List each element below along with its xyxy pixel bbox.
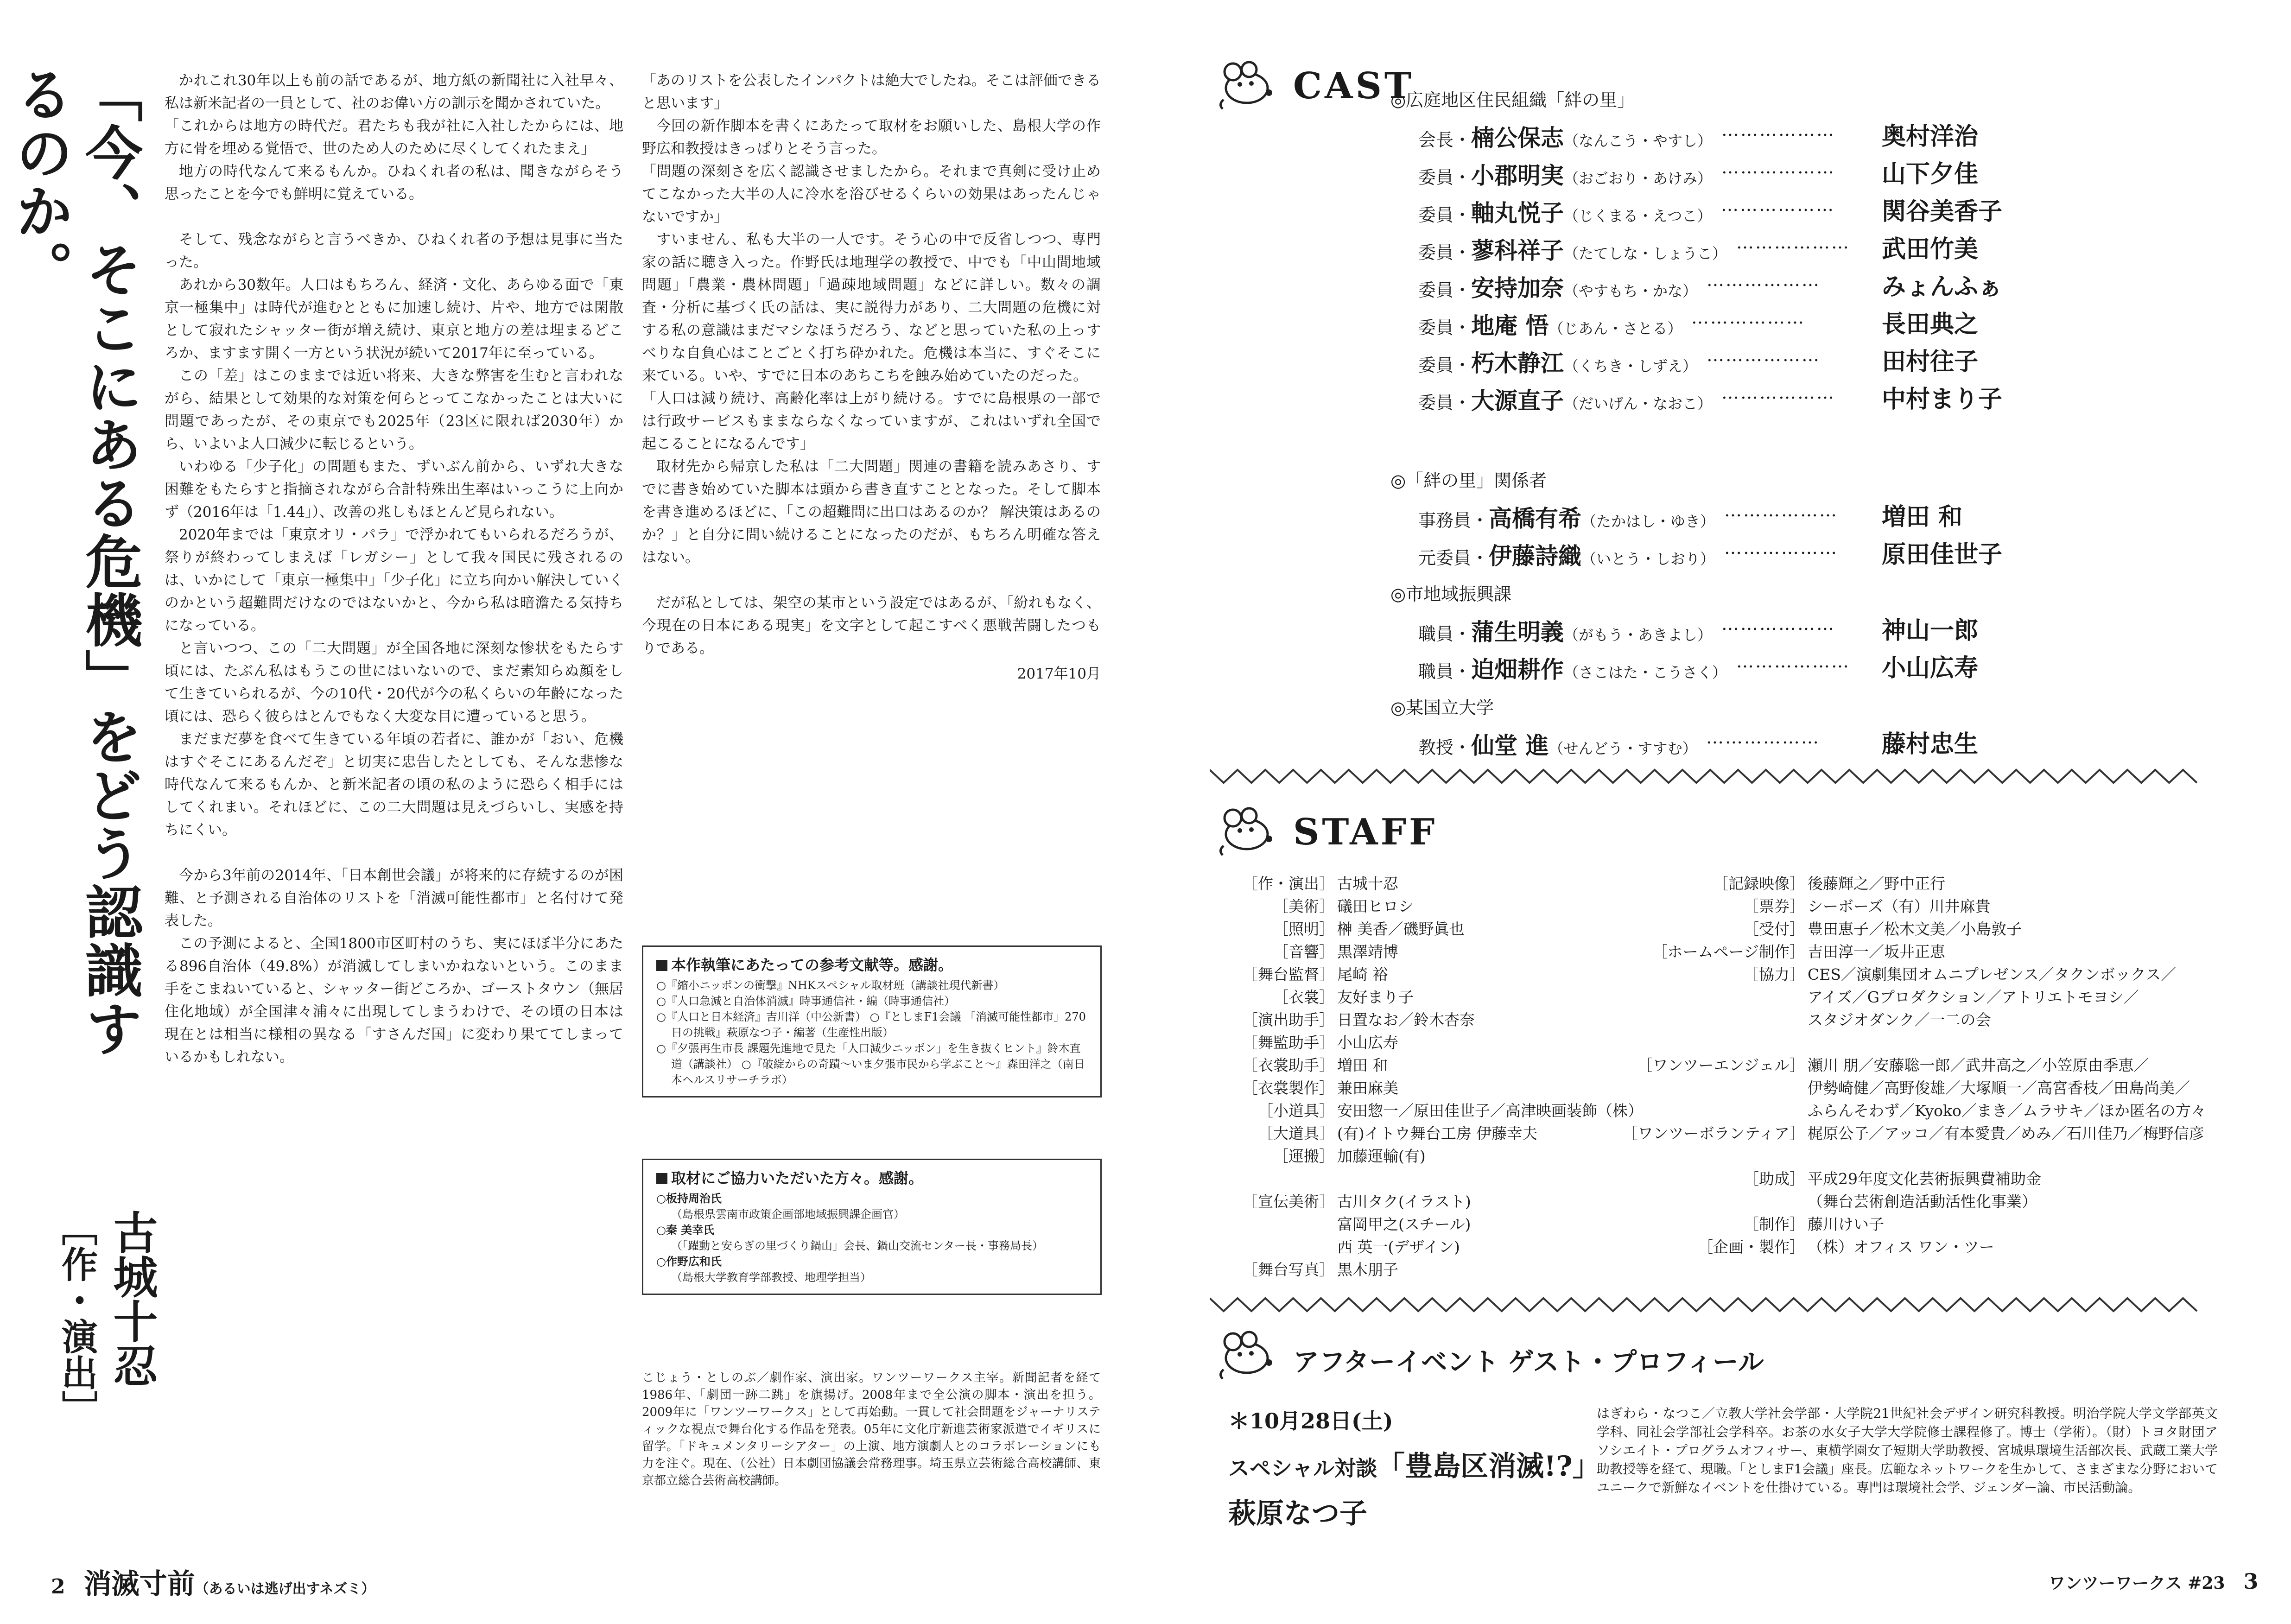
cast-character-name: 仙堂 進	[1471, 732, 1549, 759]
staff-name: 平成29年度文化芸術振興費補助金	[1808, 1170, 2041, 1188]
staff-role-label: ［制作］	[1744, 1215, 1805, 1233]
staff-row	[1258, 1122, 1643, 1145]
staff-row	[1622, 1122, 2206, 1145]
cast-character-reading: （おごおり・あけみ）	[1564, 170, 1713, 187]
staff-role-label: ［衣裳助手］	[1243, 1056, 1334, 1074]
staff-name: 後藤輝之／野中正行	[1808, 875, 1945, 893]
staff-name: 富岡甲之(スチール)	[1337, 1215, 1471, 1233]
thanks-box	[642, 1159, 1102, 1295]
reference-item: ○『人口と日本経済』吉川洋（中公新書） ○『としまF1会議 「消滅可能性都市」270日の挑戦』萩原なつ子・編著（生産性出版）	[656, 1010, 1086, 1039]
staff-name: 西 英一(デザイン)	[1337, 1238, 1460, 1256]
staff-row	[1258, 1099, 1643, 1122]
essay-paragraph: 「問題の深刻さを広く認識させましたから。それまで真剣に受け止めてこなかった大半の人に冷水を浴びせるくらいの効果はあったんじゃないですか」	[642, 163, 1101, 225]
cast-actor: 関谷美香子	[1882, 197, 2003, 226]
staff-name: 礒田ヒロシ	[1337, 897, 1414, 915]
staff-row	[1652, 940, 2206, 963]
essay-paragraph: いわゆる「少子化」の問題もまた、ずいぶん前から、いずれ大きな困難をもたらすと指摘されながら合計特殊出生率はいっこうに上向かず（2016年は「1.44」）、改善の兆しもほとんど見られない。	[165, 458, 623, 520]
cast-character-name: 伊藤詩織	[1489, 542, 1582, 570]
essay-paragraph: と言いつつ、この「二大問題」が全国各地に深刻な惨状をもたらす頃には、たぶん私はもうこの世にはいないので、まだ素知らぬ顔をして生きていられるが、今の10代・20代が今の私くらいの年齢になった頃には、恐らく彼らはとんでもなく大変な目に遭っていると思う。	[165, 640, 623, 725]
leader-dots: ………………	[1721, 120, 1835, 140]
essay-paragraph: 「これからは地方の時代だ。君たちも我が社に入社したからには、地方に骨を埋める覚悟で、世のため人のために尽くしてくれたまえ」	[165, 118, 623, 157]
cast-row	[1418, 345, 2160, 382]
cast-actor: 藤村忠生	[1882, 730, 1979, 758]
staff-role-label: ［協力］	[1744, 965, 1805, 983]
essay-paragraph: 今から3年前の2014年、「日本創世会議」が将来的に存続するのが困難、と予測される自治体のリストを「消滅可能性都市」と名付けて発表した。	[165, 867, 623, 929]
staff-name: 豊田恵子／松木文美／小島敦子	[1808, 920, 2022, 938]
staff-role-label: ［受付］	[1744, 920, 1805, 938]
staff-row	[1337, 1236, 1643, 1258]
star-icon: ＊	[1228, 1408, 1250, 1434]
leader-dots: ………………	[1736, 232, 1850, 253]
essay-paragraph: 2020年までは「東京オリ・パラ」で浮かれてもいられるだろうが、祭りが終わってしまえば「レガシー」として我々国民に残されるのは、いかにして「東京一極集中」「少子化」に立ち向かい解決していくのかという超難問だけなのではないかと、今から私は暗澹たる気持ちになっている。	[165, 527, 623, 634]
staff-row	[1273, 986, 1643, 1009]
cast-character-name: 安持加奈	[1471, 274, 1564, 302]
staff-row	[1744, 918, 2206, 940]
staff-role-label: ［衣裳］	[1273, 988, 1334, 1006]
essay-paragraph: この予測によると、全国1800市区町村のうち、実にほぼ半分にあたる896自治体（49.8%）が消滅してしまいかねないという。このまま手をこまねいていると、シャッター街どころか、ゴーストタウン（無居住化地域）が全国津々浦々に出現してしまうわけで、その頃の日本は現在とは相当に様相の異なる「すさんだ国」に変わり果ててしまっているかもしれない。	[165, 935, 623, 1066]
play-subtitle: （あるいは逃げ出すネズミ）	[195, 1581, 375, 1597]
staff-row	[1243, 1054, 1643, 1077]
staff-role-label: ［企画・製作］	[1698, 1238, 1805, 1256]
cast-character-reading: （やすもち・かな）	[1564, 282, 1698, 300]
cast-character-reading: （じあん・さとる）	[1548, 320, 1682, 337]
cast-actor: 増田 和	[1882, 503, 1963, 531]
cast-list	[1390, 86, 2160, 765]
staff-row	[1808, 1099, 2206, 1122]
cast-group-title: ◎市地域振興課	[1390, 584, 1512, 604]
staff-role-label: ［ホームページ制作］	[1652, 943, 1805, 961]
after-event-info	[1228, 1404, 1600, 1531]
leader-dots: ………………	[1721, 157, 1835, 178]
cast-character-name: 地庵 悟	[1471, 312, 1549, 339]
cast-row	[1418, 307, 2160, 345]
staff-name: 増田 和	[1337, 1056, 1388, 1074]
staff-name: 黒澤靖博	[1337, 943, 1398, 961]
staff-name: 古川タク(イラスト)	[1337, 1193, 1471, 1211]
staff-role-label: ［作・演出］	[1243, 875, 1334, 893]
staff-name: 尾崎 裕	[1337, 965, 1388, 983]
staff-row	[1337, 1213, 1643, 1236]
staff-name: 瀬川 朋／安藤聡一郎／武井高之／小笠原由季恵／	[1808, 1056, 2149, 1074]
cast-row	[1418, 195, 2160, 232]
staff-role-label: ［票券］	[1744, 897, 1805, 915]
cast-character-reading: （たてしな・しょうこ）	[1564, 245, 1727, 262]
cast-actor: 武田竹美	[1882, 235, 1979, 263]
staff-name: （株）オフィス ワン・ツー	[1808, 1238, 1994, 1256]
zigzag-divider	[1210, 1295, 2206, 1314]
staff-name: 黒木朋子	[1337, 1261, 1398, 1279]
staff-name: (有)イトウ舞台工房 伊藤幸夫	[1337, 1124, 1538, 1142]
thanks-person-name: ○板持周治氏	[656, 1192, 722, 1205]
cast-character-name: 蓼科祥子	[1471, 237, 1564, 264]
staff-role-label: ［衣裳製作］	[1243, 1079, 1334, 1097]
staff-role-label: ［助成］	[1744, 1170, 1805, 1188]
cast-character-name: 高橋有希	[1489, 505, 1582, 532]
essay-paragraph: まだまだ夢を食べて生きている年頃の若者に、誰かが「おい、危機はすぐそこにあるんだぞ」と切実に忠告したとしても、そんな悲惨な時代なんて来るもんか、と新米記者の頃の私のように恐らく相手にはしてくれまい。それほどに、この二大問題は見えづらいし、実感を持ちにくい。	[165, 731, 623, 838]
staff-row	[1713, 872, 2206, 895]
leader-dots: ………………	[1736, 651, 1850, 672]
page-number-left: 2	[51, 1575, 65, 1599]
staff-row	[1808, 1145, 2206, 1167]
cast-row	[1418, 382, 2160, 420]
cast-role: 事務員・	[1418, 510, 1489, 531]
series-number: ワンツーワークス #23	[2049, 1573, 2225, 1593]
staff-row	[1243, 1009, 1643, 1031]
staff-row	[1243, 1031, 1643, 1054]
leader-dots: ………………	[1721, 614, 1835, 634]
leader-dots: ………………	[1724, 538, 1838, 558]
staff-name: 小山広寿	[1337, 1034, 1398, 1052]
staff-row	[1243, 1190, 1643, 1213]
cast-row	[1418, 270, 2160, 307]
cast-role: 会長・	[1418, 130, 1472, 150]
staff-role-label: ［ワンツーボランティア］	[1622, 1124, 1805, 1142]
staff-role-label: ［音響］	[1273, 943, 1334, 961]
page-number-right: 3	[2243, 1569, 2259, 1594]
cast-role: 元委員・	[1418, 548, 1489, 568]
staff-name: 加藤運輸(有)	[1337, 1147, 1426, 1165]
cast-role: 委員・	[1418, 205, 1472, 225]
staff-name: 榊 美香／磯野眞也	[1337, 920, 1465, 938]
square-bullet-icon	[656, 1173, 667, 1184]
mouse-icon	[1214, 802, 1284, 857]
cast-row	[1418, 727, 2160, 765]
cast-character-name: 小郡明実	[1471, 162, 1564, 189]
thanks-heading: 取材にご協力いただいた方々。感謝。	[656, 1170, 1087, 1186]
staff-name: 安田惣一／原田佳世子／高津映画装飾（株）	[1337, 1102, 1643, 1120]
cast-character-name: 楠公保志	[1471, 124, 1564, 152]
author-bio: こじょう・としのぶ／劇作家、演出家。ワンツーワークス主宰。新聞記者を経て1986年、「劇団一跡二跳」を旗揚げ。2008年まで全公演の脚本・演出を担う。2009年に「ワンツーワークス」として再始動。一貫して社会問題をジャーナリスティックな視点で舞台化する作品を発表。05年に文化庁新進芸術家派遣でイギリスに留学。「ドキュメンタリーシアター」の上演、地方演劇人とのコラボレーションにも力を注ぐ。現在、（公社）日本劇団協議会常務理事。埼玉県立芸術総合高校講師、東京都立総合芸術高校講師。	[642, 1371, 1101, 1488]
staff-row	[1637, 1054, 2206, 1077]
staff-name: （舞台芸術創造活動活性化事業）	[1808, 1193, 2037, 1211]
cast-row	[1418, 614, 2160, 651]
leader-dots: ………………	[1707, 270, 1821, 290]
play-title: 消滅寸前	[83, 1568, 195, 1600]
cast-actor: 長田典之	[1882, 310, 1979, 338]
cast-role: 委員・	[1418, 317, 1472, 338]
leader-dots: ………………	[1721, 382, 1835, 403]
staff-row	[1744, 1213, 2206, 1236]
staff-row	[1273, 895, 1643, 918]
essay-column-1	[165, 70, 623, 1069]
leader-dots: ………………	[1691, 307, 1805, 328]
staff-name: 兼田麻美	[1337, 1079, 1398, 1097]
staff-role-label: ［運搬］	[1273, 1147, 1334, 1165]
staff-row	[1808, 1009, 2206, 1031]
cast-row	[1418, 500, 2160, 538]
staff-row	[1273, 1145, 1643, 1167]
guest-name: 萩原なつ子	[1228, 1497, 1367, 1530]
thanks-person-note: （島根県雲南市政策企画部地域振興課企画官）	[671, 1208, 905, 1221]
leader-dots: ………………	[1707, 345, 1821, 365]
staff-role-label: ［演出助手］	[1243, 1011, 1334, 1029]
staff-role-label: ［舞監助手］	[1243, 1034, 1334, 1052]
cast-actor: 奥村洋治	[1882, 122, 1979, 151]
staff-name: 伊勢崎健／高野俊雄／大塚順一／高宮香枝／田島尚美／	[1808, 1079, 2190, 1097]
cast-character-name: 迫畑耕作	[1471, 656, 1564, 683]
cast-actor: 神山一郎	[1882, 616, 1979, 645]
cast-role: 教授・	[1418, 737, 1472, 758]
essay-paragraph: すいません、私も大半の一人です。そう心の中で反省しつつ、専門家の話に聴き入った。作野氏は地理学の教授で、中でも「中山間地域問題」「農業・農林問題」「過疎地域問題」などに詳しい。数々の調査・分析に基づく氏の話は、実に説得力があり、二大問題の危機に対する私の意識はまだマシなほうだろう、などと思っていた私の上っすべりな自負心はことごとく打ち砕かれた。危機は本当に、すぐそこに来ている。いや、すでに日本のあちこちを蝕み始めていたのだった。	[642, 231, 1101, 384]
cast-row	[1418, 538, 2160, 575]
cast-character-reading: （さこはた・こうさく）	[1564, 664, 1727, 681]
thanks-person-name: ○秦 美幸氏	[656, 1223, 715, 1237]
staff-row	[1744, 1167, 2206, 1190]
essay-paragraph: かれこれ30年以上も前の話であるが、地方紙の新聞社に入社早々、私は新米記者の一員として、社のお偉い方の訓示を聞かされていた。	[165, 72, 623, 112]
cast-character-reading: （いとう・しおり）	[1581, 550, 1715, 568]
zigzag-divider	[1210, 767, 2206, 786]
cast-row	[1418, 232, 2160, 270]
staff-row	[1808, 1031, 2206, 1054]
staff-name: CES／演劇集団オムニプレゼンス／タクンボックス／	[1808, 965, 2177, 983]
right-footer	[2049, 1569, 2258, 1594]
staff-row	[1698, 1236, 2206, 1258]
event-date: 10月28日(土)	[1250, 1408, 1393, 1434]
essay-paragraph: そして、残念ながらと言うべきか、ひねくれ者の予想は見事に当たった。	[165, 231, 623, 271]
staff-name: 古城十忍	[1337, 875, 1398, 893]
cast-character-reading: （せんどう・すすむ）	[1548, 740, 1697, 757]
essay-paragraph: あれから30数年。人口はもちろん、経済・文化、あらゆる面で「東京一極集中」は時代が進むとともに加速し続け、片や、地方では閑散として寂れたシャッター街が増え続け、東京と地方の差は埋まるどころか、ますます開く一方という状況が続いて2017年に至っている。	[165, 277, 623, 362]
essay-column-2	[642, 70, 1101, 685]
essay-paragraph: 「あのリストを公表したインパクトは絶大でしたね。そこは評価できると思います」	[642, 72, 1101, 112]
staff-heading: STAFF	[1293, 811, 1438, 853]
vertical-title: 「今、そこにある危機」をどう認識するのか。	[6, 65, 143, 1058]
staff-list-right	[1622, 872, 2206, 1258]
guest-bio: はぎわら・なつこ／立教大学社会学部・大学院21世紀社会デザイン研究科教授。明治学院大学文学部英文学科、同社会学部社会学科卒。お茶の水女子大学大学院修士課程修了。博士（学術）。（財）トヨタ財団アソシエイト・プログラムオフィサー、東横学園女子短期大学助教授、宮城県環境生活部次長、武蔵工業大学助教授等を経て、現職。「としまF1会議」座長。広範なネットワークを生かして、さまざまな分野においてユニークで新鮮なイベントを仕掛けている。専門は環境社会学、ジェンダー論、市民活動論。	[1597, 1406, 2218, 1495]
cast-group-title: ◎「絆の里」関係者	[1390, 470, 1547, 491]
cast-character-reading: （なんこう・やすし）	[1564, 132, 1713, 150]
cast-role: 職員・	[1418, 661, 1472, 682]
essay-paragraph: 「人口は減り続け、高齢化率は上がり続ける。すでに島根県の一部では行政サービスもままならなくなっていますが、これはいずれ全国で起こることになるんです」	[642, 390, 1101, 452]
thanks-person-note: （「躍動と安らぎの里づくり鍋山」会長、鍋山交流センター長・事務局長）	[671, 1239, 1044, 1252]
staff-row	[1808, 1190, 2206, 1213]
cast-character-name: 大源直子	[1471, 387, 1564, 414]
talk-title: 「豊島区消滅!?」	[1377, 1450, 1600, 1483]
staff-row	[1808, 1077, 2206, 1099]
staff-name: 友好まり子	[1337, 988, 1414, 1006]
staff-row	[1273, 940, 1643, 963]
cast-character-reading: （くちき・しずえ）	[1564, 357, 1698, 375]
essay-paragraph: この「差」はこのままでは近い将来、大きな弊害を生むと言われながら、結果として効果的な対策を何らとってこなかったことは大いに問題であったが、その東京でも2025年（23区に限れば2030年）から、いよいよ人口減少に転じるという。	[165, 368, 623, 452]
cast-role: 委員・	[1418, 280, 1472, 300]
cast-role: 委員・	[1418, 393, 1472, 413]
leader-dots: ………………	[1724, 500, 1838, 520]
references-list	[656, 977, 1087, 1088]
essay-paragraph: 2017年10月	[1017, 666, 1101, 682]
thanks-person-name: ○作野広和氏	[656, 1255, 722, 1268]
talk-prefix: スペシャル対談	[1228, 1456, 1377, 1481]
staff-row	[1243, 1077, 1643, 1099]
mouse-icon	[1214, 56, 1284, 111]
staff-name: ふらんそわず／Kyoko／まき／ムラサキ／ほか匿名の方々	[1808, 1102, 2206, 1120]
staff-name: 日置なお／鈴木杏奈	[1337, 1011, 1475, 1029]
cast-row	[1418, 651, 2160, 689]
staff-role-label: ［美術］	[1273, 897, 1334, 915]
cast-group-title: ◎某国立大学	[1390, 698, 1494, 718]
cast-actor: 山下夕佳	[1882, 160, 1979, 188]
cast-actor: 小山広寿	[1882, 654, 1979, 682]
after-event-heading: アフターイベント ゲスト・プロフィール	[1293, 1347, 1764, 1377]
cast-row	[1418, 120, 2160, 157]
left-footer	[51, 1562, 375, 1602]
cast-actor: 田村往子	[1882, 348, 1979, 376]
staff-role-label: ［小道具］	[1258, 1102, 1334, 1120]
cast-actor: みょんふぁ	[1882, 273, 2003, 301]
cast-character-reading: （がもう・あきよし）	[1564, 626, 1713, 644]
cast-group-title: ◎広庭地区住民組織「絆の里」	[1390, 90, 1635, 110]
cast-role: 委員・	[1418, 167, 1472, 188]
staff-role-label: ［宣伝美術］	[1243, 1193, 1334, 1211]
staff-row	[1273, 918, 1643, 940]
leader-dots: ………………	[1721, 195, 1835, 215]
staff-row	[1808, 986, 2206, 1009]
staff-role-label: ［ワンツーエンジェル］	[1637, 1056, 1805, 1074]
staff-name: アイズ／Gプロダクション／アトリエトモヨシ／	[1808, 988, 2139, 1006]
staff-role-label: ［舞台写真］	[1243, 1261, 1334, 1279]
staff-role-label: ［記録映像］	[1713, 875, 1805, 893]
author-byline	[56, 1210, 160, 1562]
references-box	[642, 945, 1102, 1097]
staff-role-label: ［舞台監督］	[1243, 965, 1334, 983]
cast-role: 委員・	[1418, 242, 1472, 263]
staff-role-label: ［照明］	[1273, 920, 1334, 938]
references-heading: 本作執筆にあたっての参考文献等。感謝。	[656, 957, 1087, 973]
essay-paragraph: 今回の新作脚本を書くにあたって取材をお願いした、島根大学の作野広和教授はきっぱりとそう言った。	[642, 118, 1101, 157]
reference-item: ○『人口急減と自治体消滅』時事通信社・編（時事通信社）	[656, 995, 955, 1008]
staff-name: シーボーズ（有）川井麻貴	[1808, 897, 1991, 915]
square-bullet-icon	[656, 960, 667, 971]
cast-role: 委員・	[1418, 355, 1472, 375]
cast-heading: CAST	[1293, 65, 1414, 107]
cast-character-name: 蒲生明義	[1471, 618, 1564, 646]
staff-row	[1337, 1167, 1643, 1190]
staff-row	[1744, 895, 2206, 918]
essay-paragraph: 地方の時代なんて来るもんか。ひねくれ者の私は、聞きながらそう思ったことを今でも鮮明に覚えている。	[165, 163, 623, 203]
cast-character-name: 軸丸悦子	[1471, 199, 1564, 227]
essay-paragraph: 取材先から帰京した私は「二大問題」関連の書籍を読みあさり、すでに書き始めていた脚本は頭から書き直すこととなった。そして脚本を書き進めるほどに、「この超難問に出口はあるのか？ 解決策はあるのか？」と自分に問い続けることになったのだが、もちろん明確な答えはない。	[642, 458, 1101, 566]
author-name: 古城十忍	[106, 1210, 159, 1388]
cast-row	[1418, 157, 2160, 195]
staff-list-left	[1243, 872, 1643, 1281]
essay-paragraph: だが私としては、架空の某市という設定ではあるが、「紛れもなく、今現在の日本にある現実」を文字として起こすべく悪戦苦闘したつもりである。	[642, 595, 1101, 657]
thanks-person-note: （島根大学教育学部教授、地理学担当）	[671, 1271, 871, 1284]
leader-dots: ………………	[1706, 727, 1820, 748]
staff-row	[1744, 963, 2206, 986]
staff-name: 吉田淳一／坂井正恵	[1808, 943, 1945, 961]
staff-row	[1243, 963, 1643, 986]
author-role: ［作・演出］	[56, 1210, 98, 1427]
cast-role: 職員・	[1418, 624, 1472, 644]
cast-character-reading: （たかはし・ゆき）	[1581, 513, 1715, 530]
cast-character-reading: （じくまる・えつこ）	[1564, 207, 1712, 225]
staff-name: 藤川けい子	[1808, 1215, 1884, 1233]
staff-name: 梶原公子／アッコ／有本愛貴／めみ／石川佳乃／梅野信彦	[1808, 1124, 2204, 1142]
staff-name: スタジオダンク／一二の会	[1808, 1011, 1991, 1029]
staff-row	[1243, 1258, 1643, 1281]
thanks-list	[656, 1191, 1087, 1285]
reference-item: ○『夕張再生市長 課題先進地で見た「人口減少ニッポン」を生き抜くヒント』鈴木直道（講談社） ○『破綻からの奇蹟～いま夕張市民から学ぶこと～』森田洋之（南日本ヘルスリサーチラボ）	[656, 1042, 1085, 1086]
reference-item: ○『縮小ニッポンの衝撃』NHKスペシャル取材班（講談社現代新書）	[656, 979, 1005, 992]
cast-character-name: 朽木静江	[1471, 349, 1564, 377]
cast-actor: 中村まり子	[1882, 385, 2003, 413]
staff-row	[1243, 872, 1643, 895]
staff-role-label: ［大道具］	[1258, 1124, 1334, 1142]
cast-actor: 原田佳世子	[1882, 540, 2003, 569]
cast-character-reading: （だいげん・なおこ）	[1564, 395, 1713, 412]
mouse-icon	[1214, 1326, 1284, 1381]
